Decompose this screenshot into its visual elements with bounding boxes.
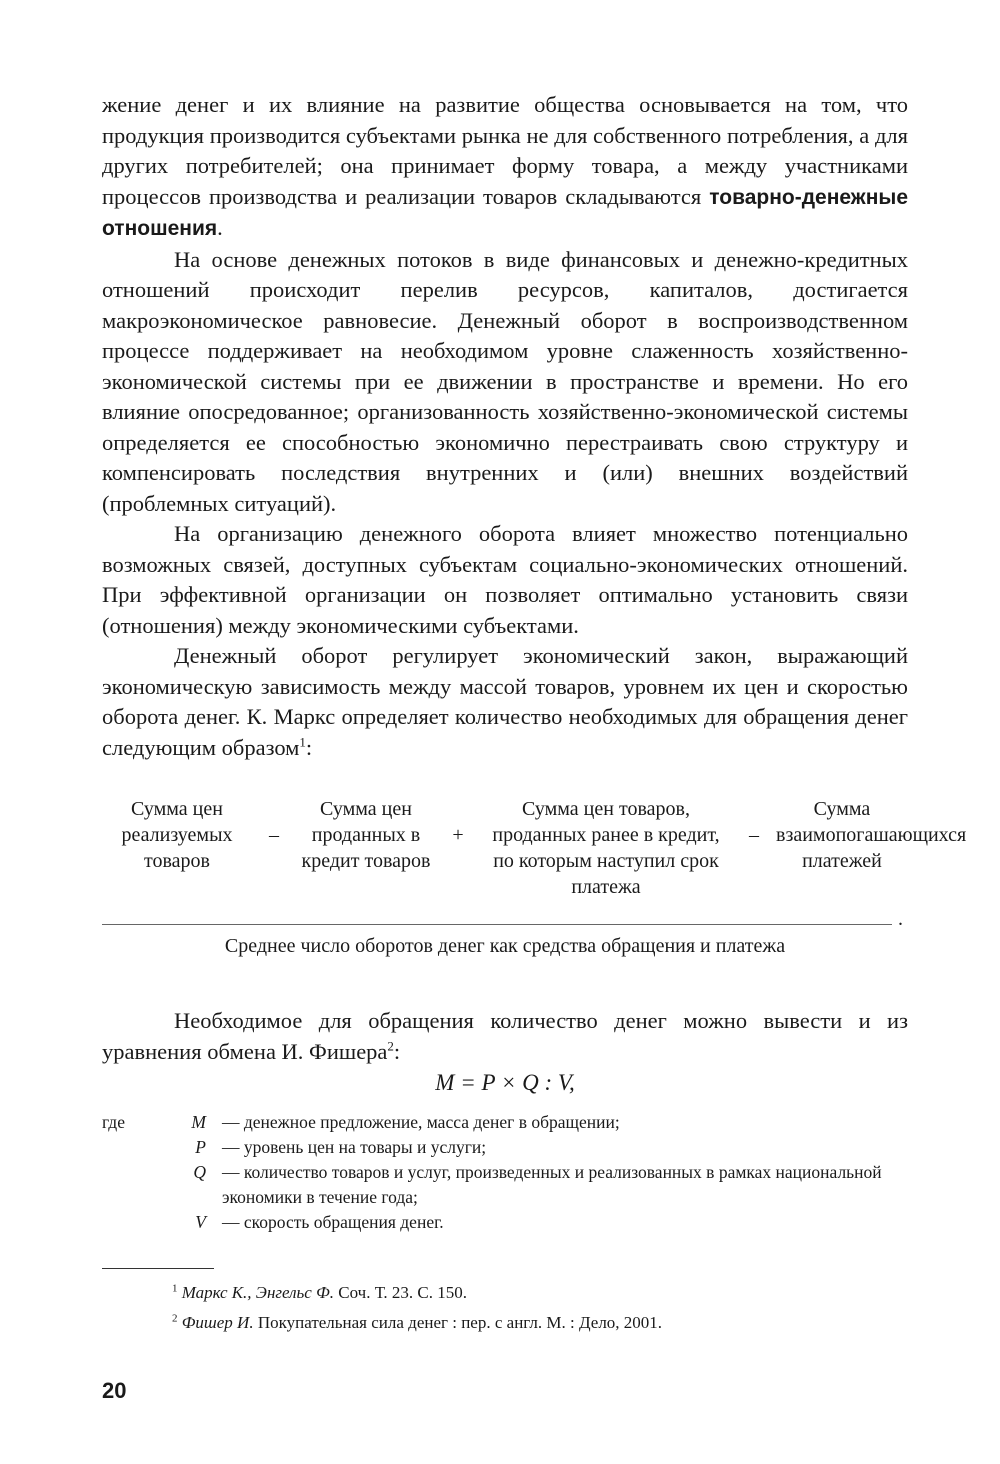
footnote-text: Соч. Т. 23. С. 150.	[334, 1283, 467, 1302]
paragraph-2: На основе денежных потоков в виде финансовых и денежно-кредитных отношений происходит перелив ресурсов, капиталов, достигается макроэкономическое равновесие. Денежный оборот в воспроизводственном процессе поддерживает на необходимом уровне слаженность хозяйственно-экономической системы при ее движении в пространстве и времени. Но его влияние опосредованное; организованность хозяйственно-экономической системы определяется ее способностью экономично перестраивать свою структуру и компенсировать последствия внутренних и (или) внешних воздействий (проблемных ситуаций).	[102, 246, 908, 516]
legend-symbol: Q	[193, 1162, 206, 1182]
paragraph-1-text: жение денег и их влияние на развитие общества основывается на том, что продукция производится субъектами рынка не для собственного потребления, а для других потребителей; она принимает форму товара, а между участниками процессов производства и реализации товаров складываются	[102, 92, 908, 209]
legend-where: где	[102, 1112, 125, 1132]
formula-term-4: Сумма взаимопогашающихся платежей	[776, 798, 967, 872]
formula-end-dot: .	[898, 908, 903, 930]
formula-operator-1: –	[269, 824, 279, 846]
formula-term-3: Сумма цен товаров, проданных ранее в кредит, по которым наступил срок платежа	[492, 798, 720, 898]
fraction-line	[102, 924, 892, 925]
paragraph-1	[102, 90, 908, 245]
formula-numerator	[102, 796, 967, 908]
footnote-author: Маркс К., Энгельс Ф.	[181, 1283, 334, 1302]
marx-formula	[102, 796, 967, 957]
paragraph-3: На организацию денежного оборота влияет множество потенциально возможных связей, доступных субъектам социально-экономических отношений. При эффективной организации он позволяет оптимально установить связи (отношения) между экономическими субъектами.	[102, 521, 908, 638]
footnote-ref-2: 2	[387, 1038, 394, 1053]
footnote-ref-1: 1	[299, 734, 306, 749]
legend-description: — уровень цен на товары и услуги;	[222, 1137, 487, 1157]
paragraph-5-end: :	[393, 1038, 401, 1064]
legend-symbol: P	[195, 1137, 206, 1157]
paragraph-4-text: Денежный оборот регулирует экономический закон, выражающий экономическую зависимость между массой товаров, уровнем их цен и скоростью оборота денег. К. Маркс определяет количество необходимых для обращения денег следующим образом	[102, 643, 908, 760]
paragraph-1-end: .	[217, 215, 223, 240]
body-text-2	[102, 1006, 908, 1067]
legend-item	[102, 1210, 908, 1235]
legend-item	[102, 1110, 908, 1135]
paragraph-4	[102, 641, 908, 763]
legend-item	[102, 1160, 908, 1210]
formula-term-2: Сумма цен проданных в кредит товаров	[301, 798, 431, 872]
paragraph-4-end: :	[305, 734, 313, 760]
legend-description: — количество товаров и услуг, произведенных и реализованных в рамках национальной экономики в течение года;	[222, 1162, 882, 1207]
formula-operator-3: –	[749, 824, 759, 846]
footnote-mark: 1	[172, 1282, 178, 1295]
legend-symbol: M	[191, 1112, 206, 1132]
footnote-2	[172, 1308, 908, 1338]
legend-description: — скорость обращения денег.	[222, 1212, 444, 1232]
formula-operator-2: +	[452, 824, 464, 846]
fisher-equation: M = P × Q : V,	[435, 1070, 575, 1095]
paragraph-5-text: Необходимое для обращения количество денег можно вывести и из уравнения обмена И. Фишера	[102, 1008, 908, 1064]
legend-symbol: V	[195, 1212, 206, 1232]
footnote-1	[172, 1278, 908, 1308]
body-text	[102, 90, 908, 763]
footnote-rule	[102, 1268, 214, 1269]
equation-legend	[102, 1110, 908, 1235]
formula-denominator: Среднее число оборотов денег как средства обращения и платежа	[224, 935, 786, 957]
legend-item	[102, 1135, 908, 1160]
footnote-mark: 2	[172, 1312, 178, 1325]
footnote-text: Покупательная сила денег : пер. с англ. М. : Дело, 2001.	[253, 1313, 663, 1332]
paragraph-5	[102, 1006, 908, 1067]
legend-description: — денежное предложение, масса денег в обращении;	[222, 1112, 620, 1132]
footnote-author: Фишер И.	[181, 1313, 254, 1332]
formula-term-1: Сумма цен реализуемых товаров	[121, 798, 233, 872]
footnotes	[172, 1278, 908, 1338]
bold-term: товарно-денежные отношения	[102, 185, 908, 240]
page-number: 20	[102, 1378, 127, 1403]
